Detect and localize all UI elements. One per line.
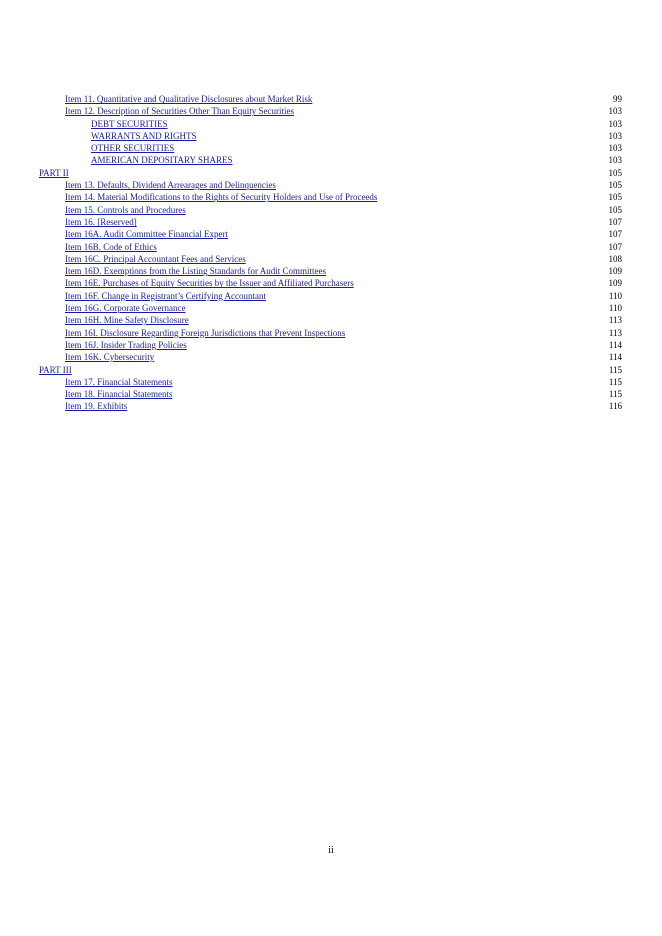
toc-entry-page-number: 109	[608, 278, 622, 289]
toc-entry-page-number: 110	[608, 303, 622, 314]
toc-entry	[39, 314, 622, 326]
toc-entry-page-number: 116	[608, 401, 622, 412]
toc-entry	[39, 142, 622, 154]
toc-entry-page-number: 99	[613, 94, 622, 104]
toc-entry-link[interactable]: Item 12. Description of Securities Other Than Equity Securities	[65, 106, 295, 117]
toc-entry	[39, 228, 622, 240]
toc-entry-link[interactable]: Item 16J. Insider Trading Policies	[65, 339, 187, 350]
page-number: ii	[328, 845, 334, 856]
toc-entry	[39, 241, 622, 253]
toc-entry-page-number: 113	[608, 315, 622, 326]
toc-entry-link[interactable]: Item 13. Defaults, Dividend Arrearages and Delinquencies	[65, 180, 276, 191]
toc-entry	[39, 204, 622, 216]
toc-entry-link[interactable]: Item 11. Quantitative and Qualitative Disclosures about Market Risk	[65, 94, 313, 104]
toc-entry-page-number: 115	[608, 376, 622, 387]
toc-entry	[39, 167, 622, 179]
toc-entry-link[interactable]: DEBT SECURITIES	[91, 118, 168, 129]
toc-entry-link[interactable]: Item 16A. Audit Committee Financial Expert	[65, 229, 228, 240]
toc-entry-link[interactable]: OTHER SECURITIES	[91, 143, 175, 154]
toc-entry-link[interactable]: Item 17. Financial Statements	[65, 376, 173, 387]
toc-entry	[39, 179, 622, 191]
toc-entry-link[interactable]: PART II	[39, 167, 69, 178]
toc-entry-page-number: 115	[608, 364, 622, 375]
toc-entry-page-number: 103	[608, 106, 622, 117]
toc-entry	[39, 216, 622, 228]
toc-entry	[39, 327, 622, 339]
toc-entry-link[interactable]: Item 16C. Principal Accountant Fees and Services	[65, 253, 246, 264]
toc-entry	[39, 265, 622, 277]
toc-entry-page-number: 108	[608, 253, 622, 264]
toc-entry-page-number: 103	[608, 118, 622, 129]
toc-entry	[39, 339, 622, 351]
toc-entry	[39, 154, 622, 166]
toc-entry-page-number: 115	[608, 389, 622, 400]
toc-entry-link[interactable]: WARRANTS AND RIGHTS	[91, 130, 197, 141]
toc-entry-page-number: 105	[608, 180, 622, 191]
toc-entry	[39, 351, 622, 363]
toc-entry	[39, 191, 622, 203]
toc-entry	[39, 290, 622, 302]
toc-entry-page-number: 113	[608, 327, 622, 338]
toc-entry-page-number: 107	[608, 216, 622, 227]
toc-entry	[39, 364, 622, 376]
toc-entry	[39, 118, 622, 130]
toc-entry-link[interactable]: Item 16. [Reserved]	[65, 216, 137, 227]
toc-entry-page-number: 114	[608, 352, 622, 363]
toc-entry	[39, 376, 622, 388]
toc-entry-link[interactable]: Item 16B. Code of Ethics	[65, 241, 157, 252]
toc-entry-link[interactable]: PART III	[39, 364, 72, 375]
toc-entry	[39, 277, 622, 289]
toc-entry-link[interactable]: Item 16K. Cybersecurity	[65, 352, 155, 363]
table-of-contents	[39, 93, 622, 413]
toc-entry-page-number: 103	[608, 155, 622, 166]
toc-entry-link[interactable]: AMERICAN DEPOSITARY SHARES	[91, 155, 233, 166]
toc-entry	[39, 93, 622, 105]
toc-entry-page-number: 114	[608, 339, 622, 350]
toc-entry-page-number: 105	[608, 204, 622, 215]
toc-entry-link[interactable]: Item 18. Financial Statements	[65, 389, 173, 400]
toc-entry-link[interactable]: Item 16G. Corporate Governance	[65, 303, 186, 314]
toc-entry	[39, 302, 622, 314]
toc-entry-page-number: 103	[608, 143, 622, 154]
toc-entry	[39, 130, 622, 142]
toc-entry-link[interactable]: Item 16F. Change in Registrant’s Certifying Accountant	[65, 290, 266, 301]
toc-entry-page-number: 105	[608, 167, 622, 178]
toc-entry-page-number: 105	[608, 192, 622, 203]
toc-entry-link[interactable]: Item 15. Controls and Procedures	[65, 204, 186, 215]
toc-entry-page-number: 110	[608, 290, 622, 301]
toc-entry	[39, 105, 622, 117]
toc-entry	[39, 388, 622, 400]
toc-entry-link[interactable]: Item 16H. Mine Safety Disclosure	[65, 315, 189, 326]
toc-entry-page-number: 109	[608, 266, 622, 277]
toc-entry-link[interactable]: Item 16E. Purchases of Equity Securities by the Issuer and Affiliated Purchasers	[65, 278, 354, 289]
toc-entry-page-number: 107	[608, 241, 622, 252]
toc-entry	[39, 400, 622, 412]
toc-entry-link[interactable]: Item 16D. Exemptions from the Listing Standards for Audit Committees	[65, 266, 326, 277]
toc-entry-page-number: 103	[608, 130, 622, 141]
toc-entry-link[interactable]: Item 19. Exhibits	[65, 401, 128, 412]
toc-entry-page-number: 107	[608, 229, 622, 240]
toc-entry-link[interactable]: Item 16I. Disclosure Regarding Foreign Jurisdictions that Prevent Inspections	[65, 327, 346, 338]
toc-entry-link[interactable]: Item 14. Material Modifications to the Rights of Security Holders and Use of Proceeds	[65, 192, 378, 203]
toc-entry	[39, 253, 622, 265]
